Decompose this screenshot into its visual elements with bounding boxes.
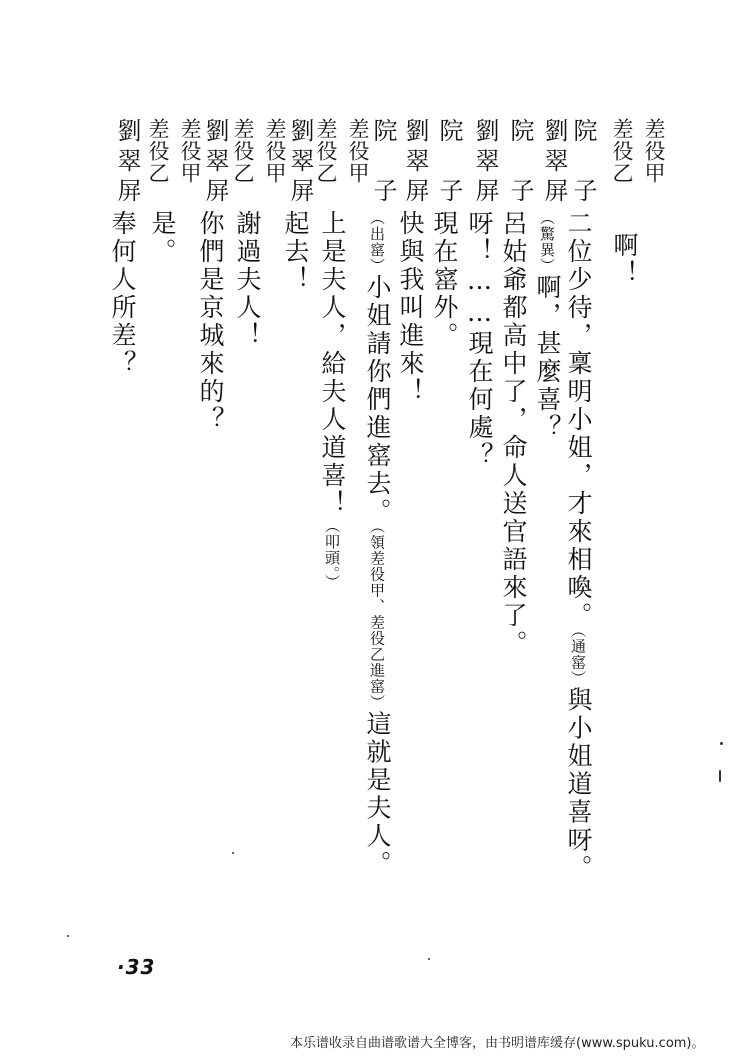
speaker-block-5 (468, 118, 503, 208)
footer-watermark: 本乐谱收录自曲谱歌谱大全博客，由书明谱库缓存(www.spuku.com)。 (290, 1036, 705, 1051)
speaker-block-7 (398, 118, 433, 208)
scan-speck (719, 770, 721, 782)
dialogue-text: 你們是京城來的？ (196, 210, 225, 434)
speaker-name: 院 子 (506, 118, 534, 208)
speaker-block-14 (110, 118, 145, 208)
speaker-name: 院 子 (369, 118, 397, 208)
stage-direction: （通窰） (569, 630, 587, 687)
dialogue-text: 啊！ (610, 232, 639, 288)
stage-direction: （出窰） (368, 210, 386, 274)
dialogue-text: 與小姐道喜呀。 (564, 686, 593, 883)
dialogue-line-3 (535, 210, 560, 442)
scan-speck (428, 958, 430, 960)
scan-speck (720, 742, 723, 745)
speaker-name: 劉翠屏 (401, 118, 429, 208)
dialogue-text: 謝過夫人！ (233, 210, 262, 350)
dialogue-text: 二位少待，稟明小姐，才來相喚。 (564, 210, 593, 630)
speaker-block-11 (228, 118, 290, 184)
dialogue-text: 啊，甚麼喜？ (533, 274, 562, 442)
page-number: ·33 (117, 955, 156, 979)
speaker-name: 差役甲 (263, 118, 287, 184)
speaker-name: 劉翠屏 (540, 118, 568, 208)
speaker-name: 差役甲 (642, 118, 666, 184)
speaker-name: 差役乙 (231, 118, 255, 184)
speaker-name: 差役乙 (146, 118, 170, 184)
speaker-name: 劉翠屏 (286, 118, 314, 208)
dialogue-text: 呀！……現在何處？ (465, 210, 494, 470)
speaker-name: 院 子 (435, 118, 463, 208)
stage-direction: （領差役甲、差役乙進窰） (368, 526, 386, 711)
speaker-name: 院 子 (569, 118, 597, 208)
speaker-block-6 (432, 118, 467, 208)
dialogue-text: 小姐請你們進窰去。 (363, 274, 392, 526)
dialogue-line-8 (365, 210, 390, 879)
speaker-block-3 (537, 118, 572, 208)
speaker-block-13 (143, 118, 205, 184)
scan-speck (67, 935, 69, 937)
dialogue-text: 快與我叫進來！ (396, 210, 425, 406)
speaker-name: 劉翠屏 (201, 118, 229, 208)
speaker-block-4 (503, 118, 538, 208)
dialogue-line-9 (320, 210, 345, 591)
speaker-name: 差役乙 (610, 118, 634, 184)
dialogue-text: 現在窰外。 (430, 210, 459, 350)
dialogue-line-2 (566, 210, 591, 883)
dialogue-text: 起去！ (281, 210, 310, 294)
dialogue-text: 呂姑爺都高中了，命人送官語來了。 (499, 210, 528, 658)
dialogue-text: 上是夫人，給夫人道喜！ (318, 210, 347, 518)
speaker-name: 差役乙 (314, 118, 338, 184)
speaker-name: 差役甲 (178, 118, 202, 184)
speaker-name: 劉翠屏 (113, 118, 141, 208)
dialogue-text: 這就是夫人。 (363, 710, 392, 879)
speaker-name: 劉翠屏 (471, 118, 499, 208)
speaker-block-9 (311, 118, 373, 184)
speaker-block-1 (607, 118, 669, 184)
dialogue-text: 奉何人所差？ (108, 210, 137, 378)
stage-direction: （驚異） (538, 210, 556, 274)
stage-direction: （叩頭。） (323, 518, 341, 591)
dialogue-text: 是。 (148, 210, 177, 266)
speaker-name: 差役甲 (346, 118, 370, 184)
scan-speck (232, 852, 234, 854)
